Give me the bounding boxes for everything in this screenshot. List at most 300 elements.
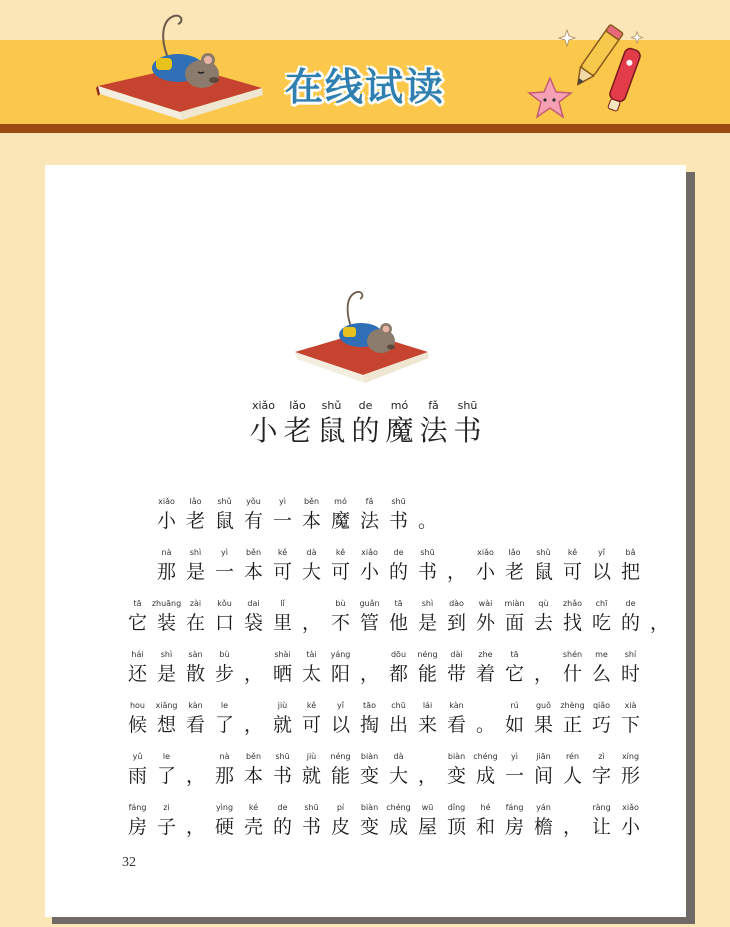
pinyin: hé	[480, 803, 491, 812]
pinyin: xiǎng	[155, 701, 178, 710]
hanzi: ，	[243, 714, 263, 736]
hanzi: 掏	[359, 714, 379, 736]
hanzi: 那	[214, 765, 234, 787]
pinyin: biàn	[360, 752, 379, 761]
pinyin: fǎ	[365, 497, 374, 506]
text-line	[123, 546, 643, 597]
character-cell	[181, 801, 210, 852]
hanzi: 间	[533, 765, 553, 787]
character-cell	[239, 648, 268, 699]
hanzi: 变	[446, 765, 466, 787]
title-character	[349, 398, 383, 448]
hanzi: 本	[301, 510, 321, 532]
pinyin: kǒu	[217, 599, 232, 608]
character-cell	[355, 648, 384, 699]
pinyin: dǐng	[447, 803, 466, 812]
pinyin: kàn	[188, 701, 203, 710]
mouse-on-book-illustration	[293, 287, 438, 392]
pinyin: qù	[538, 599, 549, 608]
hanzi: 小	[475, 561, 495, 583]
pinyin: dà	[393, 752, 404, 761]
pinyin: xiǎo	[361, 548, 378, 557]
hanzi: 魔	[330, 510, 350, 532]
pinyin: me	[595, 650, 608, 659]
hanzi: 鼠	[533, 561, 553, 583]
character-cell	[587, 801, 616, 852]
hanzi: 老	[504, 561, 524, 583]
character-cell	[210, 699, 239, 750]
pinyin: xià	[624, 701, 637, 710]
pinyin: néng	[330, 752, 351, 761]
pinyin: tāo	[363, 701, 376, 710]
story-title-line	[45, 398, 686, 448]
hanzi: 鼠	[214, 510, 234, 532]
character-cell	[500, 699, 529, 750]
hanzi: ，	[185, 816, 205, 838]
title-pinyin: xiǎo	[251, 399, 276, 412]
pinyin: chī	[595, 599, 608, 608]
hanzi: 果	[533, 714, 553, 736]
character-cell	[355, 699, 384, 750]
character-cell	[471, 699, 500, 750]
character-cell	[558, 546, 587, 597]
pinyin: sàn	[188, 650, 203, 659]
pinyin: shì	[421, 599, 434, 608]
hanzi: 房	[504, 816, 524, 838]
pinyin: shū	[304, 803, 319, 812]
character-cell	[471, 801, 500, 852]
hanzi: 就	[272, 714, 292, 736]
pinyin: běn	[245, 548, 262, 557]
hanzi: 的	[272, 816, 292, 838]
hanzi: 以	[591, 561, 611, 583]
hanzi: 人	[562, 765, 582, 787]
pinyin: le	[162, 752, 171, 761]
hanzi: 变	[359, 816, 379, 838]
hanzi: 硬	[214, 816, 234, 838]
character-cell	[558, 750, 587, 801]
title-character	[281, 398, 315, 448]
character-cell	[355, 801, 384, 852]
pinyin: yì	[279, 497, 286, 506]
hanzi: 了	[214, 714, 234, 736]
pinyin: dào	[449, 599, 464, 608]
pinyin: yǐ	[337, 701, 344, 710]
hanzi: 里	[272, 612, 292, 634]
hanzi: 面	[504, 612, 524, 634]
hanzi: 把	[620, 561, 640, 583]
character-cell	[326, 648, 355, 699]
pinyin: jiù	[277, 701, 288, 710]
pinyin: lǎo	[189, 497, 202, 506]
hanzi: 顶	[446, 816, 466, 838]
hanzi: 一	[272, 510, 292, 532]
hanzi: 时	[620, 663, 640, 685]
header-title: 在线试读	[284, 65, 445, 109]
character-cell	[297, 801, 326, 852]
pinyin: lǐ	[280, 599, 285, 608]
pinyin: tā	[394, 599, 403, 608]
character-cell	[384, 546, 413, 597]
title-pinyin: shū	[457, 399, 478, 412]
hanzi: 下	[620, 714, 640, 736]
hanzi: 在	[185, 612, 205, 634]
title-pinyin: lǎo	[289, 399, 306, 412]
character-cell	[239, 495, 268, 546]
character-cell	[413, 801, 442, 852]
hanzi: 书	[301, 816, 321, 838]
pinyin: guǒ	[535, 701, 552, 710]
pinyin: lǎo	[508, 548, 521, 557]
character-cell	[500, 546, 529, 597]
text-line	[123, 597, 669, 648]
character-cell	[645, 597, 674, 648]
pinyin: de	[393, 548, 404, 557]
hanzi: 子	[156, 816, 176, 838]
pinyin: yáng	[330, 650, 351, 659]
character-cell	[587, 699, 616, 750]
character-cell	[384, 597, 413, 648]
pinyin: rú	[510, 701, 519, 710]
hanzi: 大	[301, 561, 321, 583]
character-cell	[529, 546, 558, 597]
hanzi: 装	[156, 612, 176, 634]
title-character	[451, 398, 485, 448]
hanzi: ，	[243, 663, 263, 685]
pinyin: yǔ	[132, 752, 143, 761]
character-cell	[210, 801, 239, 852]
hanzi: 是	[156, 663, 176, 685]
character-cell	[152, 495, 181, 546]
hanzi: 。	[417, 510, 437, 532]
character-cell	[326, 699, 355, 750]
hanzi: 成	[475, 765, 495, 787]
character-cell	[210, 597, 239, 648]
hanzi: 小	[156, 510, 176, 532]
pinyin: wài	[478, 599, 493, 608]
hanzi: 就	[301, 765, 321, 787]
pinyin: tā	[510, 650, 519, 659]
pinyin: biàn	[447, 752, 466, 761]
character-cell	[326, 801, 355, 852]
hanzi: 房	[127, 816, 147, 838]
hanzi: 散	[185, 663, 205, 685]
title-character	[315, 398, 349, 448]
pinyin: dài	[450, 650, 463, 659]
character-cell	[181, 495, 210, 546]
pinyin: shén	[562, 650, 583, 659]
pinyin: xíng	[621, 752, 640, 761]
character-cell	[413, 648, 442, 699]
pinyin: kě	[306, 701, 317, 710]
character-cell	[268, 750, 297, 801]
pinyin: fáng	[128, 803, 147, 812]
hanzi: ，	[185, 765, 205, 787]
character-cell	[297, 546, 326, 597]
hanzi: 步	[214, 663, 234, 685]
character-cell	[123, 801, 152, 852]
pinyin: kàn	[449, 701, 464, 710]
hanzi: ，	[417, 765, 437, 787]
pinyin: chū	[391, 701, 406, 710]
pinyin: qiǎo	[592, 701, 611, 710]
pinyin: zhuāng	[151, 599, 182, 608]
character-cell	[152, 801, 181, 852]
hanzi: 檐	[533, 816, 553, 838]
character-cell	[616, 597, 645, 648]
pinyin: miàn	[504, 599, 525, 608]
character-cell	[529, 801, 558, 852]
title-pinyin: fǎ	[428, 399, 439, 412]
pinyin: ràng	[592, 803, 611, 812]
hanzi: 可	[301, 714, 321, 736]
character-cell	[384, 801, 413, 852]
hanzi: 一	[214, 561, 234, 583]
story-title	[45, 398, 686, 448]
hanzi: 想	[156, 714, 176, 736]
pinyin: shū	[420, 548, 435, 557]
header-banner-edge	[0, 124, 730, 133]
pinyin: yìng	[215, 803, 234, 812]
hanzi: 小	[620, 816, 640, 838]
title-hanzi: 老	[283, 414, 312, 447]
hanzi: ，	[533, 663, 553, 685]
text-line	[123, 750, 643, 801]
title-hanzi: 魔	[385, 414, 414, 447]
character-cell	[413, 699, 442, 750]
pinyin: hou	[129, 701, 146, 710]
hanzi: 以	[330, 714, 350, 736]
hanzi: 找	[562, 612, 582, 634]
character-cell	[587, 546, 616, 597]
character-cell	[442, 699, 471, 750]
text-line	[123, 495, 643, 546]
pinyin: yì	[221, 548, 228, 557]
text-line	[123, 801, 643, 852]
hanzi: 雨	[127, 765, 147, 787]
hanzi: 都	[388, 663, 408, 685]
pinyin: chéng	[473, 752, 498, 761]
character-cell	[297, 648, 326, 699]
pinyin: de	[277, 803, 288, 812]
page-number: 32	[122, 855, 136, 870]
character-cell	[529, 648, 558, 699]
character-cell	[616, 546, 645, 597]
character-cell	[413, 750, 442, 801]
character-cell	[326, 546, 355, 597]
title-hanzi: 法	[419, 414, 448, 447]
hanzi: 法	[359, 510, 379, 532]
character-cell	[442, 750, 471, 801]
character-cell	[152, 750, 181, 801]
pinyin: běn	[303, 497, 320, 506]
hanzi: ，	[446, 561, 466, 583]
hanzi: 不	[330, 612, 350, 634]
pinyin: bù	[219, 650, 230, 659]
pinyin: chéng	[386, 803, 411, 812]
pinyin: nà	[161, 548, 172, 557]
character-cell	[355, 546, 384, 597]
character-cell	[123, 750, 152, 801]
hanzi: 它	[127, 612, 147, 634]
character-cell	[297, 597, 326, 648]
pinyin: dōu	[390, 650, 407, 659]
character-cell	[529, 750, 558, 801]
title-pinyin: shǔ	[321, 399, 342, 412]
hanzi: 的	[388, 561, 408, 583]
character-cell	[152, 546, 181, 597]
hanzi: 如	[504, 714, 524, 736]
character-cell	[239, 750, 268, 801]
pinyin: guǎn	[359, 599, 380, 608]
hanzi: 阳	[330, 663, 350, 685]
character-cell	[181, 546, 210, 597]
pinyin: shài	[274, 650, 291, 659]
character-cell	[616, 801, 645, 852]
pinyin: mó	[334, 497, 347, 506]
title-hanzi: 鼠	[317, 414, 346, 447]
hanzi: 么	[591, 663, 611, 685]
character-cell	[210, 495, 239, 546]
hanzi: 可	[330, 561, 350, 583]
character-cell	[355, 750, 384, 801]
pinyin: wū	[421, 803, 434, 812]
character-cell	[413, 597, 442, 648]
hanzi: 。	[475, 714, 495, 736]
character-cell	[268, 546, 297, 597]
text-line	[123, 648, 643, 699]
hanzi: 是	[417, 612, 437, 634]
pinyin: shǔ	[536, 548, 551, 557]
hanzi: 正	[562, 714, 582, 736]
pinyin: kě	[335, 548, 346, 557]
character-cell	[152, 597, 181, 648]
pinyin: le	[220, 701, 229, 710]
hanzi: ，	[562, 816, 582, 838]
pinyin: dà	[306, 548, 317, 557]
hanzi: 袋	[243, 612, 263, 634]
character-cell	[123, 495, 152, 546]
pinyin: zi	[163, 803, 170, 812]
character-cell	[529, 597, 558, 648]
character-cell	[587, 597, 616, 648]
character-cell	[297, 750, 326, 801]
hanzi: 他	[388, 612, 408, 634]
character-cell	[181, 750, 210, 801]
hanzi: 壳	[243, 816, 263, 838]
hanzi: ，	[359, 663, 379, 685]
pinyin: yǒu	[246, 497, 261, 506]
hanzi: 能	[417, 663, 437, 685]
pinyin: shì	[160, 650, 173, 659]
hanzi: 可	[272, 561, 292, 583]
character-cell	[239, 597, 268, 648]
hanzi: 皮	[330, 816, 350, 838]
hanzi: 成	[388, 816, 408, 838]
pinyin: pí	[336, 803, 345, 812]
pinyin: kě	[277, 548, 288, 557]
pinyin: jiān	[536, 752, 551, 761]
hanzi: 口	[214, 612, 234, 634]
pinyin: de	[625, 599, 636, 608]
hanzi: 让	[591, 816, 611, 838]
pinyin: yǐ	[598, 548, 605, 557]
character-cell	[297, 699, 326, 750]
character-cell	[326, 495, 355, 546]
text-line	[123, 699, 643, 750]
hanzi: 的	[620, 612, 640, 634]
pinyin: néng	[417, 650, 438, 659]
hanzi: 出	[388, 714, 408, 736]
character-cell	[500, 597, 529, 648]
character-cell	[123, 546, 152, 597]
hanzi: 是	[185, 561, 205, 583]
hanzi: 大	[388, 765, 408, 787]
character-cell	[500, 801, 529, 852]
character-cell	[587, 750, 616, 801]
pinyin: jiù	[306, 752, 317, 761]
hanzi: 本	[243, 765, 263, 787]
character-cell	[442, 648, 471, 699]
pinyin: zài	[189, 599, 202, 608]
pinyin: zhèng	[560, 701, 585, 710]
character-cell	[471, 546, 500, 597]
pinyin: zhǎo	[562, 599, 583, 608]
character-cell	[587, 648, 616, 699]
pinyin: ké	[248, 803, 259, 812]
hanzi: 带	[446, 663, 466, 685]
character-cell	[384, 699, 413, 750]
character-cell	[471, 597, 500, 648]
hanzi: 书	[388, 510, 408, 532]
pinyin: yì	[511, 752, 518, 761]
hanzi: 老	[185, 510, 205, 532]
hanzi: 看	[446, 714, 466, 736]
hanzi: 候	[127, 714, 147, 736]
pinyin: rén	[565, 752, 580, 761]
character-cell	[210, 546, 239, 597]
hanzi: 管	[359, 612, 379, 634]
pencil-and-star-illustration	[525, 20, 650, 125]
character-cell	[616, 699, 645, 750]
character-cell	[442, 801, 471, 852]
hanzi: 吃	[591, 612, 611, 634]
character-cell	[152, 648, 181, 699]
character-cell	[123, 648, 152, 699]
hanzi: 来	[417, 714, 437, 736]
character-cell	[239, 546, 268, 597]
character-cell	[355, 495, 384, 546]
hanzi: 看	[185, 714, 205, 736]
pinyin: fáng	[505, 803, 524, 812]
character-cell	[384, 495, 413, 546]
pinyin: nà	[219, 752, 230, 761]
title-pinyin: de	[358, 399, 373, 412]
character-cell	[500, 750, 529, 801]
character-cell	[413, 546, 442, 597]
hanzi: 有	[243, 510, 263, 532]
hanzi: 屋	[417, 816, 437, 838]
pinyin: xiǎo	[158, 497, 175, 506]
book-page	[45, 165, 686, 917]
character-cell	[326, 597, 355, 648]
character-cell	[297, 495, 326, 546]
hanzi: 一	[504, 765, 524, 787]
hanzi: 它	[504, 663, 524, 685]
character-cell	[616, 750, 645, 801]
hanzi: 小	[359, 561, 379, 583]
character-cell	[558, 648, 587, 699]
